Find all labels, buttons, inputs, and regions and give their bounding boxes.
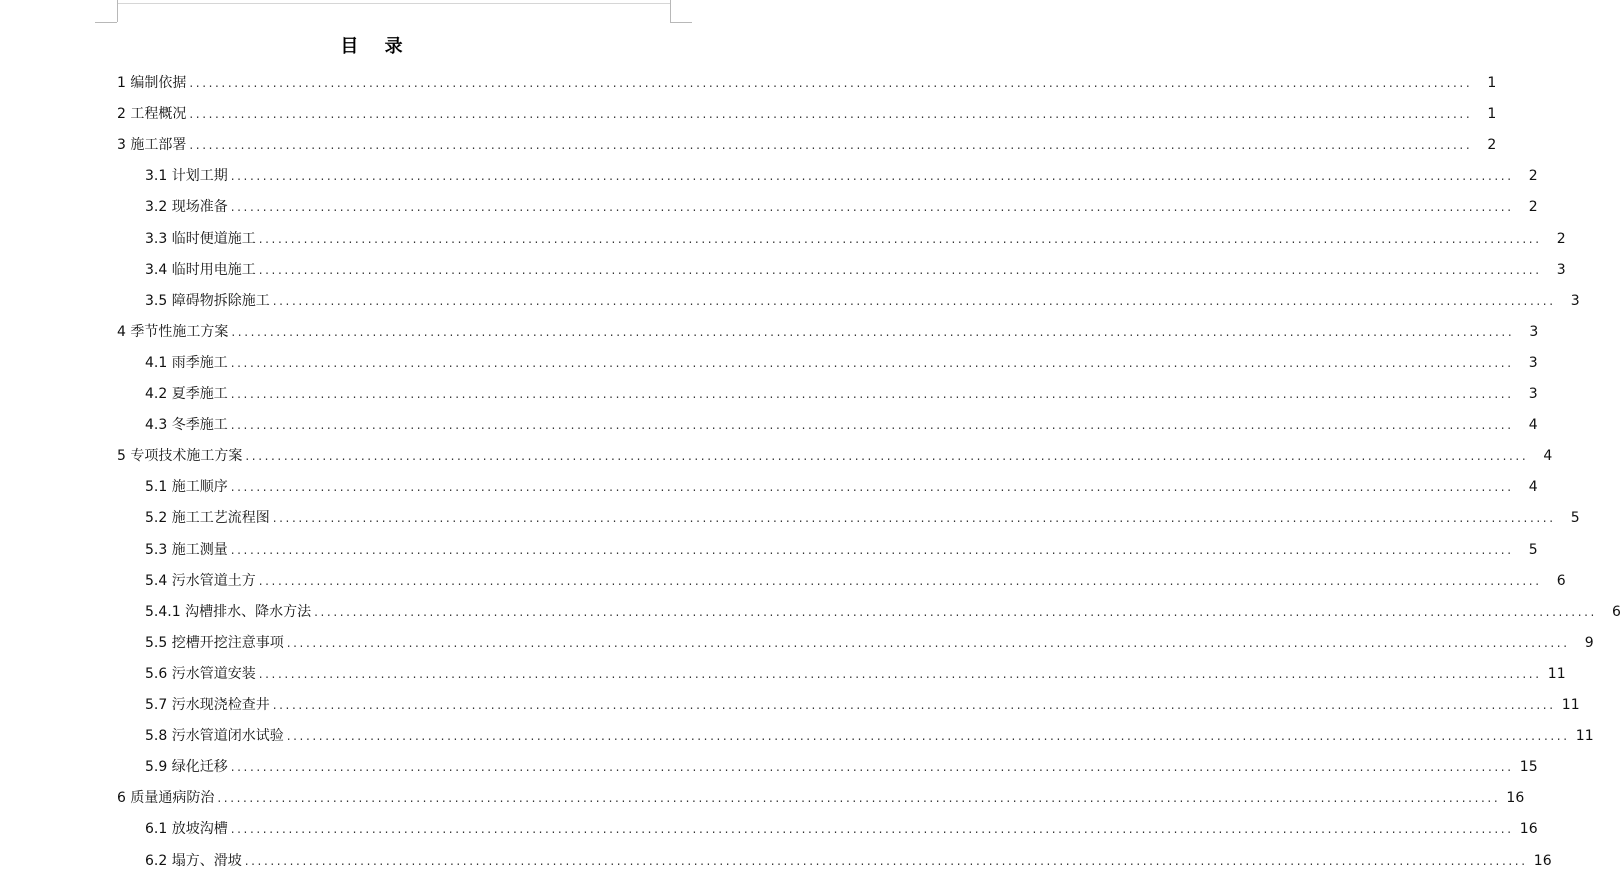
toc-entry-page-number: 4 bbox=[1528, 417, 1538, 433]
toc-entry[interactable] bbox=[145, 352, 1538, 372]
toc-dot-leader: ........................................................................................................................................................................................................ bbox=[230, 169, 1514, 183]
toc-entry[interactable] bbox=[145, 165, 1538, 185]
toc-dot-leader: ........................................................................................................................................................................................................ bbox=[272, 698, 1556, 712]
toc-entry-page-number: 3 bbox=[1528, 386, 1538, 402]
toc-entry-page-number: 3 bbox=[1570, 293, 1580, 309]
toc-dot-leader: ........................................................................................................................................................................................................ bbox=[189, 76, 1473, 90]
toc-dot-leader: ........................................................................................................................................................................................................ bbox=[244, 854, 1528, 868]
toc-dot-leader: ........................................................................................................................................................................................................ bbox=[230, 760, 1514, 774]
toc-entry-label: 5.4.1 沟槽排水、降水方法 bbox=[145, 604, 312, 620]
toc-dot-leader: ........................................................................................................................................................................................................ bbox=[258, 574, 1542, 588]
toc-dot-leader: ........................................................................................................................................................................................................ bbox=[231, 325, 1515, 339]
toc-entry-page-number: 11 bbox=[1575, 728, 1594, 744]
toc-entry[interactable] bbox=[145, 725, 1594, 745]
toc-entry-page-number: 4 bbox=[1543, 448, 1553, 464]
toc-entry-page-number: 6 bbox=[1556, 573, 1566, 589]
toc-entry[interactable] bbox=[145, 539, 1538, 559]
toc-entry[interactable] bbox=[145, 632, 1594, 652]
toc-dot-leader: ........................................................................................................................................................................................................ bbox=[230, 480, 1514, 494]
toc-entry-label: 5.2 施工工艺流程图 bbox=[145, 510, 270, 526]
toc-entry[interactable] bbox=[145, 850, 1552, 870]
toc-entry-label: 3.1 计划工期 bbox=[145, 168, 228, 184]
toc-entry-page-number: 2 bbox=[1528, 199, 1538, 215]
toc-entry-page-number: 2 bbox=[1487, 137, 1497, 153]
toc-entry-label: 5.6 污水管道安装 bbox=[145, 666, 256, 682]
toc-entry-label: 6 质量通病防治 bbox=[117, 790, 215, 806]
toc-entry[interactable] bbox=[117, 134, 1497, 154]
toc-dot-leader: ........................................................................................................................................................................................................ bbox=[314, 605, 1597, 619]
toc-entry-label: 5.3 施工测量 bbox=[145, 542, 228, 558]
toc-entry-page-number: 1 bbox=[1487, 106, 1497, 122]
toc-entry[interactable] bbox=[145, 756, 1538, 776]
toc-entry[interactable] bbox=[145, 601, 1621, 621]
toc-dot-leader: ........................................................................................................................................................................................................ bbox=[189, 107, 1473, 121]
toc-entry-label: 5.8 污水管道闭水试验 bbox=[145, 728, 284, 744]
toc-entry[interactable] bbox=[145, 290, 1580, 310]
toc-dot-leader: ........................................................................................................................................................................................................ bbox=[286, 636, 1570, 650]
toc-entry-page-number: 2 bbox=[1556, 231, 1566, 247]
toc-entry-page-number: 2 bbox=[1528, 168, 1538, 184]
toc-entry-label: 3 施工部署 bbox=[117, 137, 187, 153]
toc-entry[interactable] bbox=[145, 507, 1580, 527]
toc-entry[interactable] bbox=[145, 383, 1538, 403]
toc-entry-label: 2 工程概况 bbox=[117, 106, 187, 122]
toc-entry-page-number: 16 bbox=[1533, 853, 1552, 869]
toc-entry[interactable] bbox=[145, 414, 1538, 434]
toc-dot-leader: ........................................................................................................................................................................................................ bbox=[230, 200, 1514, 214]
toc-entry[interactable] bbox=[145, 570, 1566, 590]
toc-entry-page-number: 5 bbox=[1570, 510, 1580, 526]
toc-entry-page-number: 15 bbox=[1519, 759, 1538, 775]
toc-dot-leader: ........................................................................................................................................................................................................ bbox=[230, 387, 1514, 401]
toc-dot-leader: ........................................................................................................................................................................................................ bbox=[230, 356, 1514, 370]
toc-entry-page-number: 3 bbox=[1528, 355, 1538, 371]
toc-entry[interactable] bbox=[145, 228, 1566, 248]
toc-entry-page-number: 6 bbox=[1612, 604, 1621, 620]
toc-dot-leader: ........................................................................................................................................................................................................ bbox=[189, 138, 1473, 152]
toc-entry[interactable] bbox=[145, 259, 1566, 279]
toc-entry[interactable] bbox=[117, 787, 1525, 807]
toc-dot-leader: ........................................................................................................................................................................................................ bbox=[258, 263, 1542, 277]
toc-dot-leader: ........................................................................................................................................................................................................ bbox=[230, 822, 1514, 836]
toc-entry[interactable] bbox=[117, 321, 1539, 341]
toc-entry[interactable] bbox=[145, 694, 1580, 714]
toc-dot-leader: ........................................................................................................................................................................................................ bbox=[245, 449, 1529, 463]
toc-entry-label: 5 专项技术施工方案 bbox=[117, 448, 243, 464]
toc-entry-label: 3.3 临时便道施工 bbox=[145, 231, 256, 247]
toc-entry-label: 3.5 障碍物拆除施工 bbox=[145, 293, 270, 309]
toc-entry-label: 3.4 临时用电施工 bbox=[145, 262, 256, 278]
toc-entry-label: 4 季节性施工方案 bbox=[117, 324, 229, 340]
toc-entry-label: 4.3 冬季施工 bbox=[145, 417, 228, 433]
toc-entry-label: 3.2 现场准备 bbox=[145, 199, 228, 215]
toc-entry-label: 5.9 绿化迁移 bbox=[145, 759, 228, 775]
toc-dot-leader: ........................................................................................................................................................................................................ bbox=[272, 511, 1556, 525]
toc-entry[interactable] bbox=[145, 196, 1538, 216]
toc-entry-label: 1 编制依据 bbox=[117, 75, 187, 91]
toc-dot-leader: ........................................................................................................................................................................................................ bbox=[217, 791, 1501, 805]
toc-entry-label: 6.1 放坡沟槽 bbox=[145, 821, 228, 837]
toc-entry-label: 5.4 污水管道土方 bbox=[145, 573, 256, 589]
toc-entry[interactable] bbox=[117, 72, 1497, 92]
toc-entry-label: 4.2 夏季施工 bbox=[145, 386, 228, 402]
toc-entry-page-number: 9 bbox=[1584, 635, 1594, 651]
toc-entry-page-number: 16 bbox=[1506, 790, 1525, 806]
toc-entry-label: 4.1 雨季施工 bbox=[145, 355, 228, 371]
toc-entry-page-number: 1 bbox=[1487, 75, 1497, 91]
toc-entry-page-number: 11 bbox=[1547, 666, 1566, 682]
toc-dot-leader: ........................................................................................................................................................................................................ bbox=[286, 729, 1570, 743]
toc-dot-leader: ........................................................................................................................................................................................................ bbox=[230, 543, 1514, 557]
toc-entry-label: 5.7 污水现浇检查井 bbox=[145, 697, 270, 713]
toc-entry-page-number: 3 bbox=[1529, 324, 1539, 340]
toc-entry[interactable] bbox=[117, 103, 1497, 123]
toc-dot-leader: ........................................................................................................................................................................................................ bbox=[230, 418, 1514, 432]
toc-entry-page-number: 4 bbox=[1528, 479, 1538, 495]
toc-entry-label: 5.1 施工顺序 bbox=[145, 479, 228, 495]
toc-entry-page-number: 5 bbox=[1528, 542, 1538, 558]
toc-entry[interactable] bbox=[145, 818, 1538, 838]
toc-entry-label: 5.5 挖槽开挖注意事项 bbox=[145, 635, 284, 651]
toc-entry[interactable] bbox=[145, 476, 1538, 496]
toc-entry-page-number: 3 bbox=[1556, 262, 1566, 278]
toc-entry[interactable] bbox=[117, 445, 1553, 465]
toc-dot-leader: ........................................................................................................................................................................................................ bbox=[258, 667, 1542, 681]
toc-dot-leader: ........................................................................................................................................................................................................ bbox=[258, 232, 1542, 246]
toc-entry[interactable] bbox=[145, 663, 1566, 683]
toc-entry-page-number: 16 bbox=[1519, 821, 1538, 837]
toc-title: 目 录 bbox=[340, 36, 413, 57]
toc-entry-label: 6.2 塌方、滑坡 bbox=[145, 853, 242, 869]
toc-entry-page-number: 11 bbox=[1561, 697, 1580, 713]
toc-dot-leader: ........................................................................................................................................................................................................ bbox=[272, 294, 1556, 308]
